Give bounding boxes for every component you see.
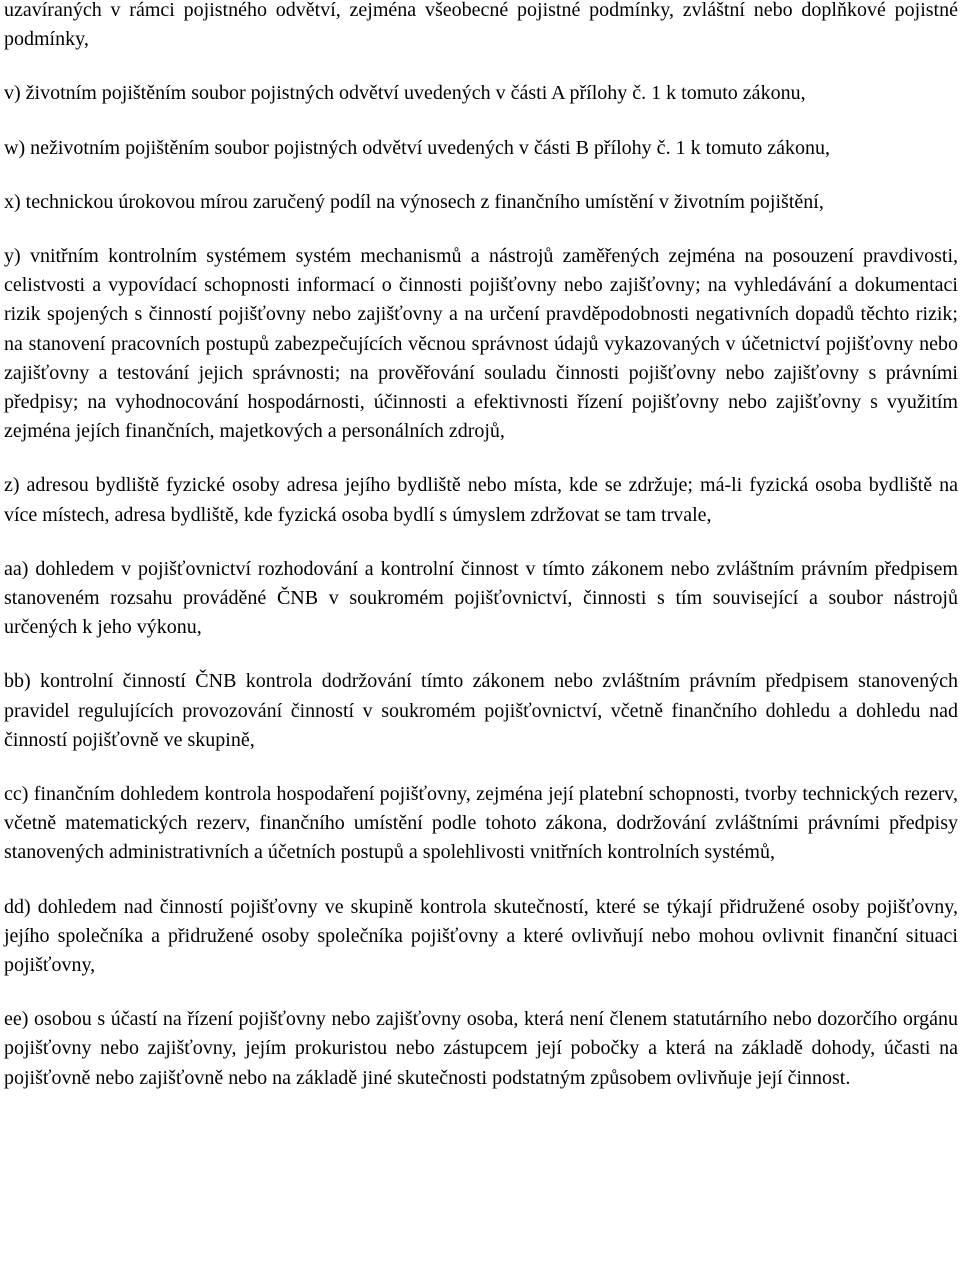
paragraph-x: x) technickou úrokovou mírou zaručený podíl na výnosech z finančního umístění v životním pojištění, [4, 190, 824, 213]
paragraph-w: w) neživotním pojištěním soubor pojistných odvětví uvedených v části B přílohy č. 1 k tomuto zákonu, [4, 136, 830, 159]
paragraph-bb: bb) kontrolní činností ČNB kontrola dodržování tímto zákonem nebo zvláštním právním předpisem stanovených pravidel regulujících provozování činností v soukromém pojišťovnictví, včetně finančního dohledu a dohledu nad činností pojišťovně ve skupině, [4, 670, 958, 751]
paragraph-aa: aa) dohledem v pojišťovnictví rozhodování a kontrolní činnost v tímto zákonem nebo zvláštním právním předpisem stanoveném rozsahu prováděné ČNB v soukromém pojišťovnictví, činnosti s tím související a soubor nástrojů určených k jeho výkonu, [4, 557, 958, 639]
paragraph-v: v) životním pojištěním soubor pojistných odvětví uvedených v části A přílohy č. 1 k tomuto zákonu, [4, 82, 806, 105]
paragraph-cc: cc) finančním dohledem kontrola hospodaření pojišťovny, zejména její platební schopnosti, tvorby technických rezerv, včetně matematických rezerv, finančního umístění podle tohoto zákona, dodržování zvláštními právními předpisy stanovených administrativních a účetních postupů a spolehlivosti vnitřních kontrolních systémů, [4, 783, 958, 864]
paragraph-y: y) vnitřním kontrolním systémem systém mechanismů a nástrojů zaměřených zejména na posouzení pravdivosti, celistvosti a vypovídací schopnosti informací o činnosti pojišťovny nebo zajišťovny; na vyhledávání a dokumentaci rizik spojených s činností pojišťovny nebo zajišťovny a na určení pravděpodobnosti negativních dopadů těchto rizik; na stanovení pracovních postupů zabezpečujících věcnou správnost údajů vykazovaných v účetnictví pojišťovny nebo zajišťovny a testování jejich správnosti; na prověřování souladu činnosti pojišťovny nebo zajišťovny s právními předpisy; na vyhodnocování hospodárnosti, účinnosti a efektivnosti řízení pojišťovny nebo zajišťovny s využitím zejména jejích finančních, majetkových a personálních zdrojů, [4, 245, 958, 443]
paragraph-u-continuation: uzavíraných v rámci pojistného odvětví, zejména všeobecné pojistné podmínky, zvláštní nebo doplňkové pojistné podmínky, [4, 0, 958, 51]
paragraph-ee: ee) osobou s účastí na řízení pojišťovny nebo zajišťovny osoba, která není členem statutárního nebo dozorčího orgánu pojišťovny nebo zajišťovny, jejím prokuristou nebo zástupcem její pobočky a která na základě dohody, účasti na pojišťovně nebo zajišťovně nebo na základě jiné skutečnosti podstatným způsobem ovlivňuje její činnost. [4, 1008, 958, 1089]
paragraph-dd: dd) dohledem nad činností pojišťovny ve skupině kontrola skutečností, které se týkají přidružené osoby pojišťovny, jejího společníka a přidružené osoby společníka pojišťovny a které ovlivňují nebo mohou ovlivnit finanční situaci pojišťovny, [4, 895, 958, 977]
paragraph-z: z) adresou bydliště fyzické osoby adresa jejího bydliště nebo místa, kde se zdržuje; má-li fyzická osoba bydliště na více místech, adresa bydliště, kde fyzická osoba bydlí s úmyslem zdržovat se tam trvale, [4, 474, 958, 526]
